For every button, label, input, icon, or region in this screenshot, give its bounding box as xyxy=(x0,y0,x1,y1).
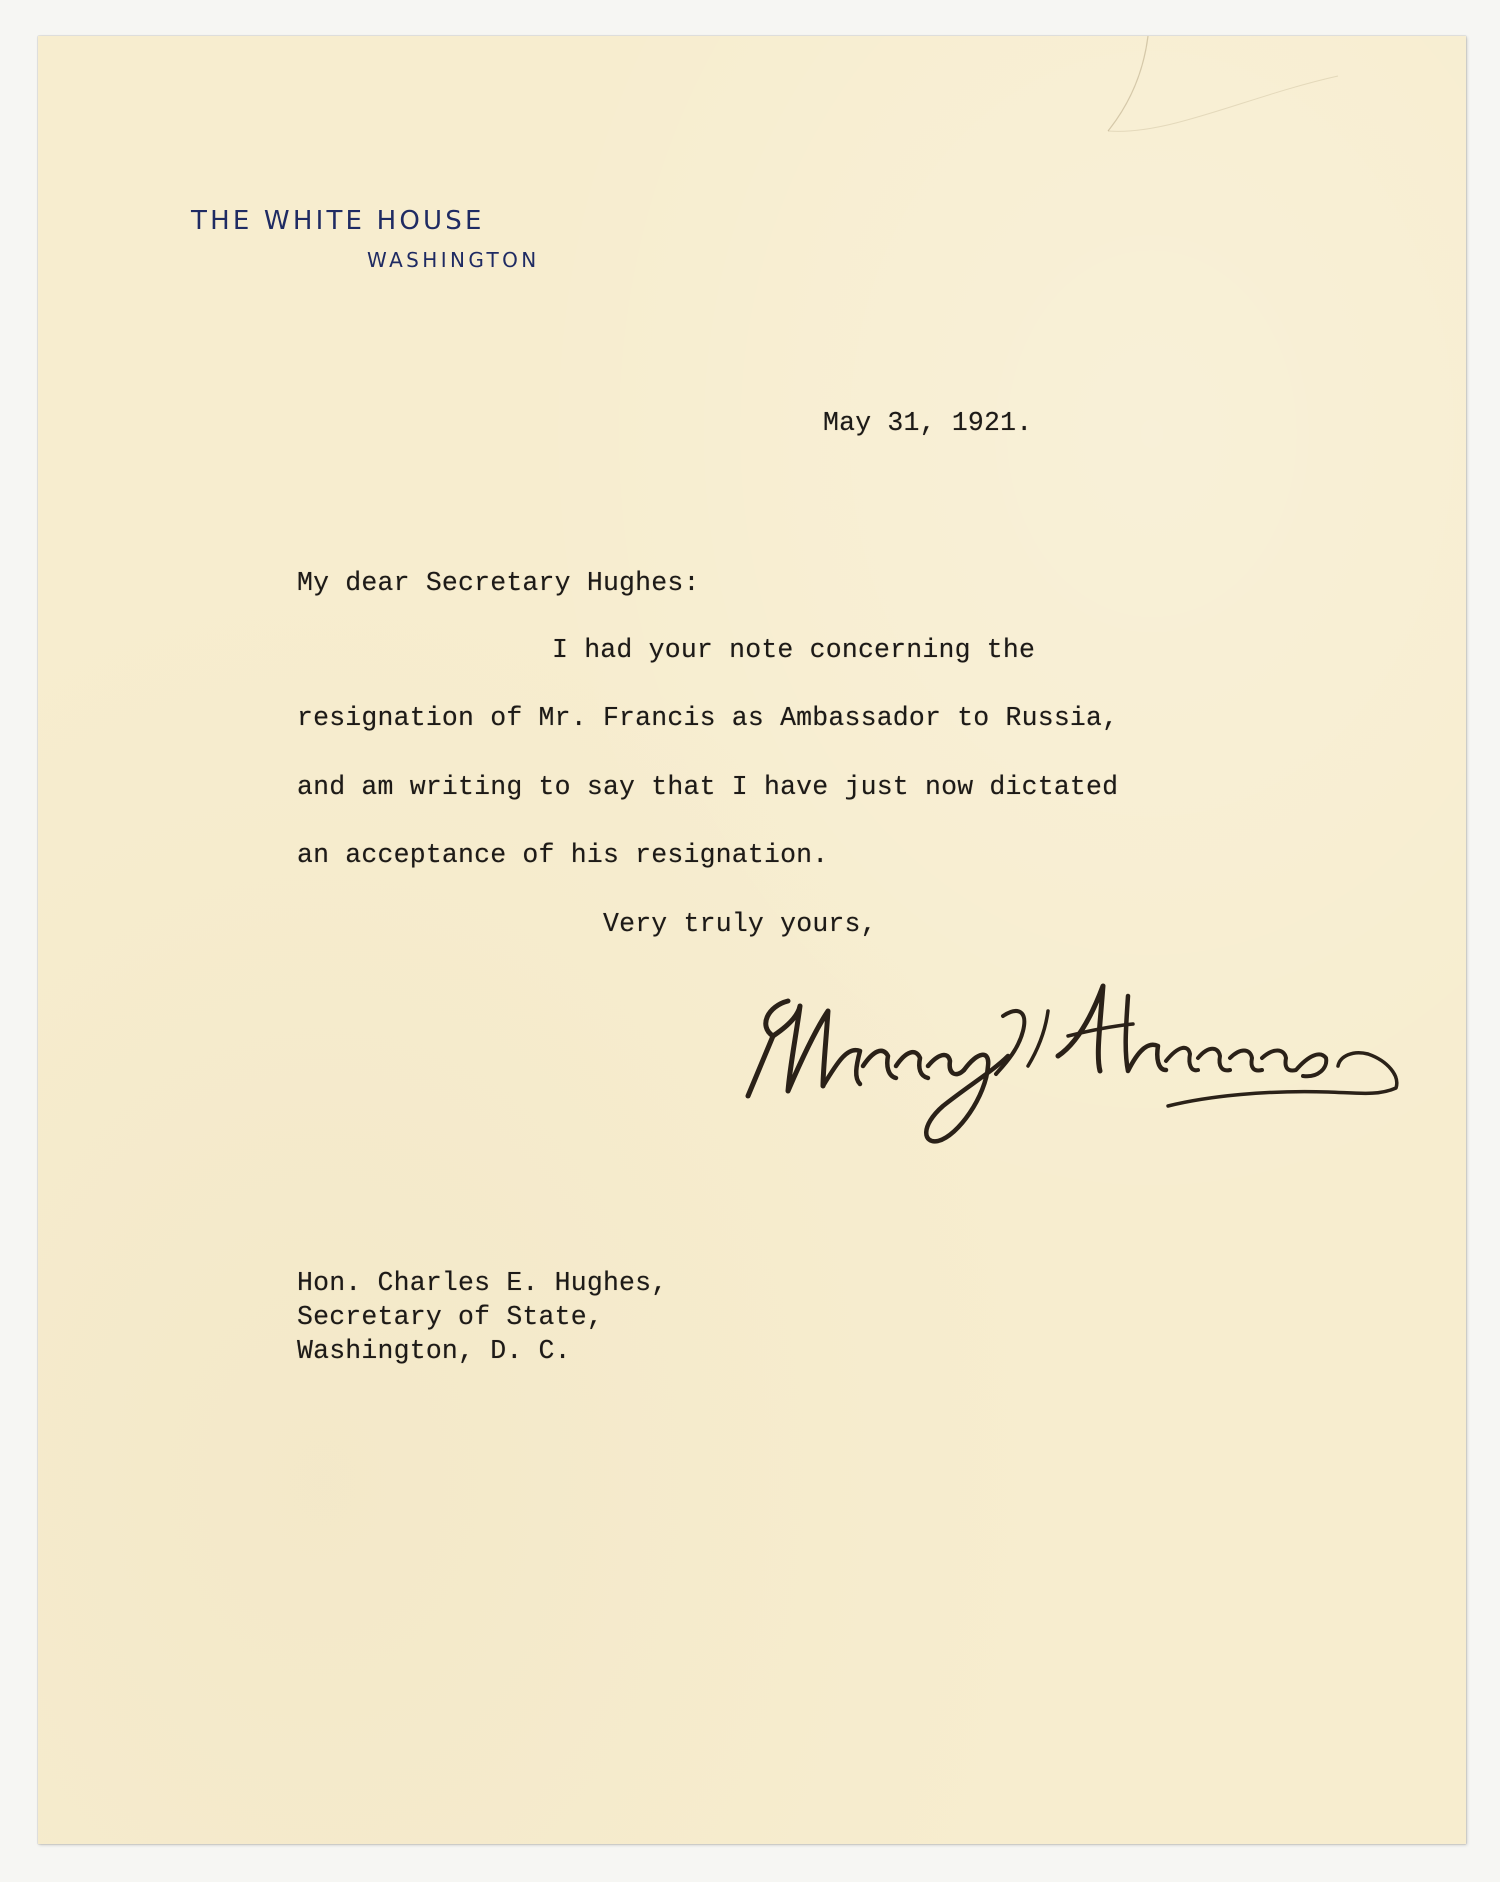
closing: Very truly yours, xyxy=(603,909,877,939)
paper-crease-mark xyxy=(1048,36,1348,156)
recipient-line-1: Hon. Charles E. Hughes, xyxy=(297,1268,668,1298)
body-line-2: resignation of Mr. Francis as Ambassador to Russia, xyxy=(297,703,1119,733)
letterhead-city: WASHINGTON xyxy=(367,248,540,272)
body-line-3: and am writing to say that I have just now dictated xyxy=(297,772,1119,802)
handwritten-signature xyxy=(728,966,1466,1166)
body-line-1: I had your note concerning the xyxy=(552,635,1036,665)
salutation: My dear Secretary Hughes: xyxy=(297,568,700,598)
recipient-line-2: Secretary of State, xyxy=(297,1302,603,1332)
recipient-line-3: Washington, D. C. xyxy=(297,1336,571,1366)
body-line-4: an acceptance of his resignation. xyxy=(297,840,829,870)
letterhead-title: THE WHITE HOUSE xyxy=(191,206,485,236)
letter-page xyxy=(38,36,1466,1844)
letter-date: May 31, 1921. xyxy=(823,408,1033,438)
